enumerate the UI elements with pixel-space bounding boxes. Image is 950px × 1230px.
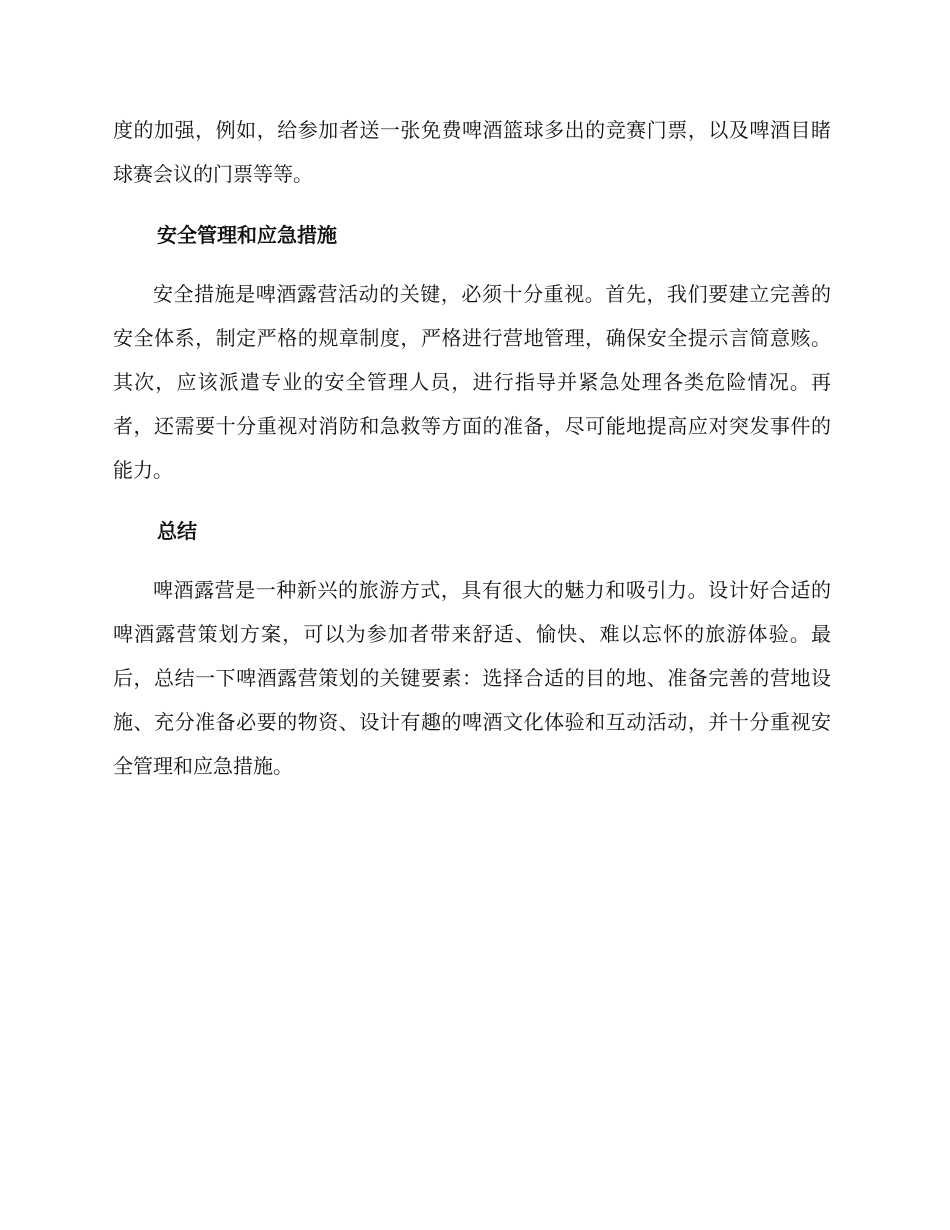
section-body-safety: 安全措施是啤酒露营活动的关键，必须十分重视。首先，我们要建立完善的安全体系，制定严格的规章制度，严格进行营地管理，确保安全提示言简意赅。其次，应该派遣专业的安全管理人员，进行指导并紧急处理各类危险情况。再者，还需要十分重视对消防和急救等方面的准备，尽可能地提高应对突发事件的能力。 (113, 282, 831, 482)
spacer (113, 492, 831, 516)
document-body (113, 108, 831, 788)
section-heading-safety: 安全管理和应急措施 (157, 223, 337, 247)
spacer (113, 546, 831, 568)
spacer (113, 196, 831, 220)
section-heading-summary: 总结 (157, 519, 197, 543)
intro-paragraph: 度的加强，例如，给参加者送一张免费啤酒篮球多出的竞赛门票，以及啤酒目睹球赛会议的门票等等。 (113, 118, 831, 186)
spacer (113, 250, 831, 272)
section-body-summary: 啤酒露营是一种新兴的旅游方式，具有很大的魅力和吸引力。设计好合适的啤酒露营策划方案，可以为参加者带来舒适、愉快、难以忘怀的旅游体验。最后，总结一下啤酒露营策划的关键要素：选择合适的目的地、准备完善的营地设施、充分准备必要的物资、设计有趣的啤酒文化体验和互动活动，并十分重视安全管理和应急措施。 (113, 578, 831, 778)
